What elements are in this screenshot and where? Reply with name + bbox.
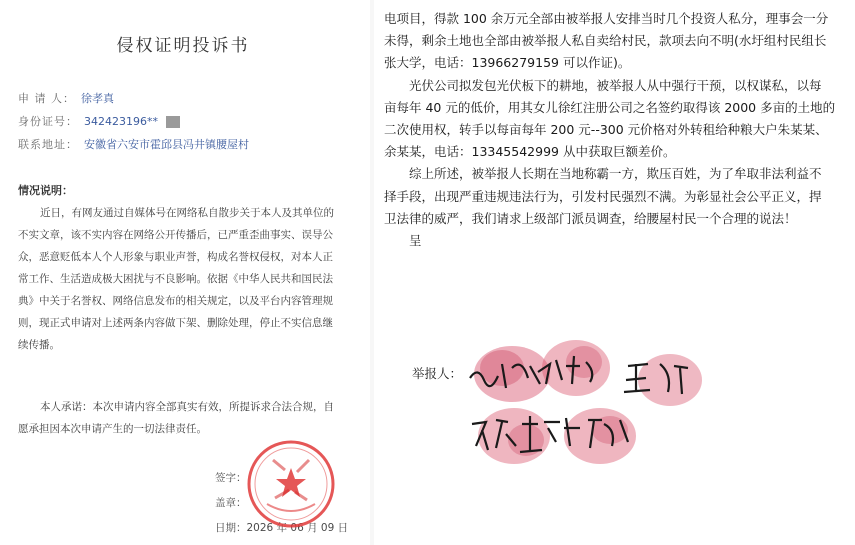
date-value: 2026 年 06 月 09 日 [246,522,349,534]
report-line: 综上所述，被举报人长期在当地称霸一方，欺压百姓，为了牟取非法利益不 [384,166,822,182]
report-line: 未得，剩余土地也全部由被举报人私自卖给村民，款项去向不明(水圩组村民组长 [384,33,827,49]
address-label: 联系地址： [18,138,78,151]
id-number-value: 342423196** [84,115,158,128]
redaction-block [166,116,180,128]
report-line: 呈 [384,233,422,249]
report-body [384,8,844,252]
promise-paragraph [18,396,348,440]
report-line: 择手段，出现严重违规违法行为，引发村民强烈不满。为彰显社会公平正义，捍 [384,188,822,204]
report-line: 光伏公司拟发包光伏板下的耕地，被举报人从中强行干预，以权谋私，以每 [384,77,822,93]
report-line: 电项目，得款 100 余万元全部由被举报人安排当时几个投资人私分，理事会一分 [384,11,829,26]
date-label: 日期： [215,522,247,534]
situation-line: 续传播。 [18,339,60,351]
id-number-row [18,113,180,129]
situation-line: 众，恶意贬低本人个人形象与职业声誉，构成名誉权侵权，对本人正 [18,251,333,263]
page-title: 侵权证明投诉书 [116,36,250,56]
situation-line: 则，现正式申请对上述两条内容做下架、删除处理，停止不实信息继 [18,317,333,329]
situation-line: 典》中关于名誉权、网络信息发布的相关规定，以及平台内容管理规 [18,295,333,307]
page-divider [370,0,374,545]
signature-label: 签字： [215,472,247,484]
applicant-label: 申 请 人： [18,92,75,105]
applicant-row [18,90,114,106]
id-number-label: 身份证号： [18,115,78,128]
situation-line: 不实文章，该不实内容在网络公开传播后，已严重歪曲事实、误导公 [18,229,333,241]
applicant-value: 徐孝真 [81,92,114,105]
complaint-letter-page [0,0,366,545]
report-line: 二次使用权，转手以每亩每年 200 元--300 元价格对外转租给种粮大户朱某某、 [384,122,828,138]
red-seal-stamp [245,438,337,530]
address-row [18,136,249,152]
promise-line: 本人承诺：本次申请内容全部真实有效，所提诉求合法合规，自 [40,401,334,413]
reporter-signature-2 [532,336,614,406]
situation-paragraph [18,202,348,356]
seal-label: 盖章： [215,497,247,509]
address-value: 安徽省六安市霍邱县冯井镇腰屋村 [84,138,249,151]
situation-line: 近日，有网友通过自媒体号在网络私自散步关于本人及其单位的 [40,207,334,219]
report-letter-page [378,0,855,545]
promise-line: 愿承担因本次申请产生的一切法律责任。 [18,423,207,435]
situation-line: 常工作、生活造成极大困扰与不良影响。依据《中华人民共和国民法 [18,273,333,285]
reporter-signature-5 [540,398,640,470]
report-line: 卫法律的威严，我们请求上级部门派员调查，给腰屋村民一个合理的说法！ [384,210,797,226]
report-line: 张大学，电话：13966279159 可以作证)。 [384,55,631,71]
report-line: 亩每年 40 元的低价，用其女儿徐红注册公司之名签约取得该 2000 多亩的土地的 [384,99,836,115]
reporter-label: 举报人： [412,366,463,381]
situation-heading: 情况说明： [18,184,73,197]
report-line: 余某某，电话：13345542999 从中获取巨额差价。 [384,144,676,160]
